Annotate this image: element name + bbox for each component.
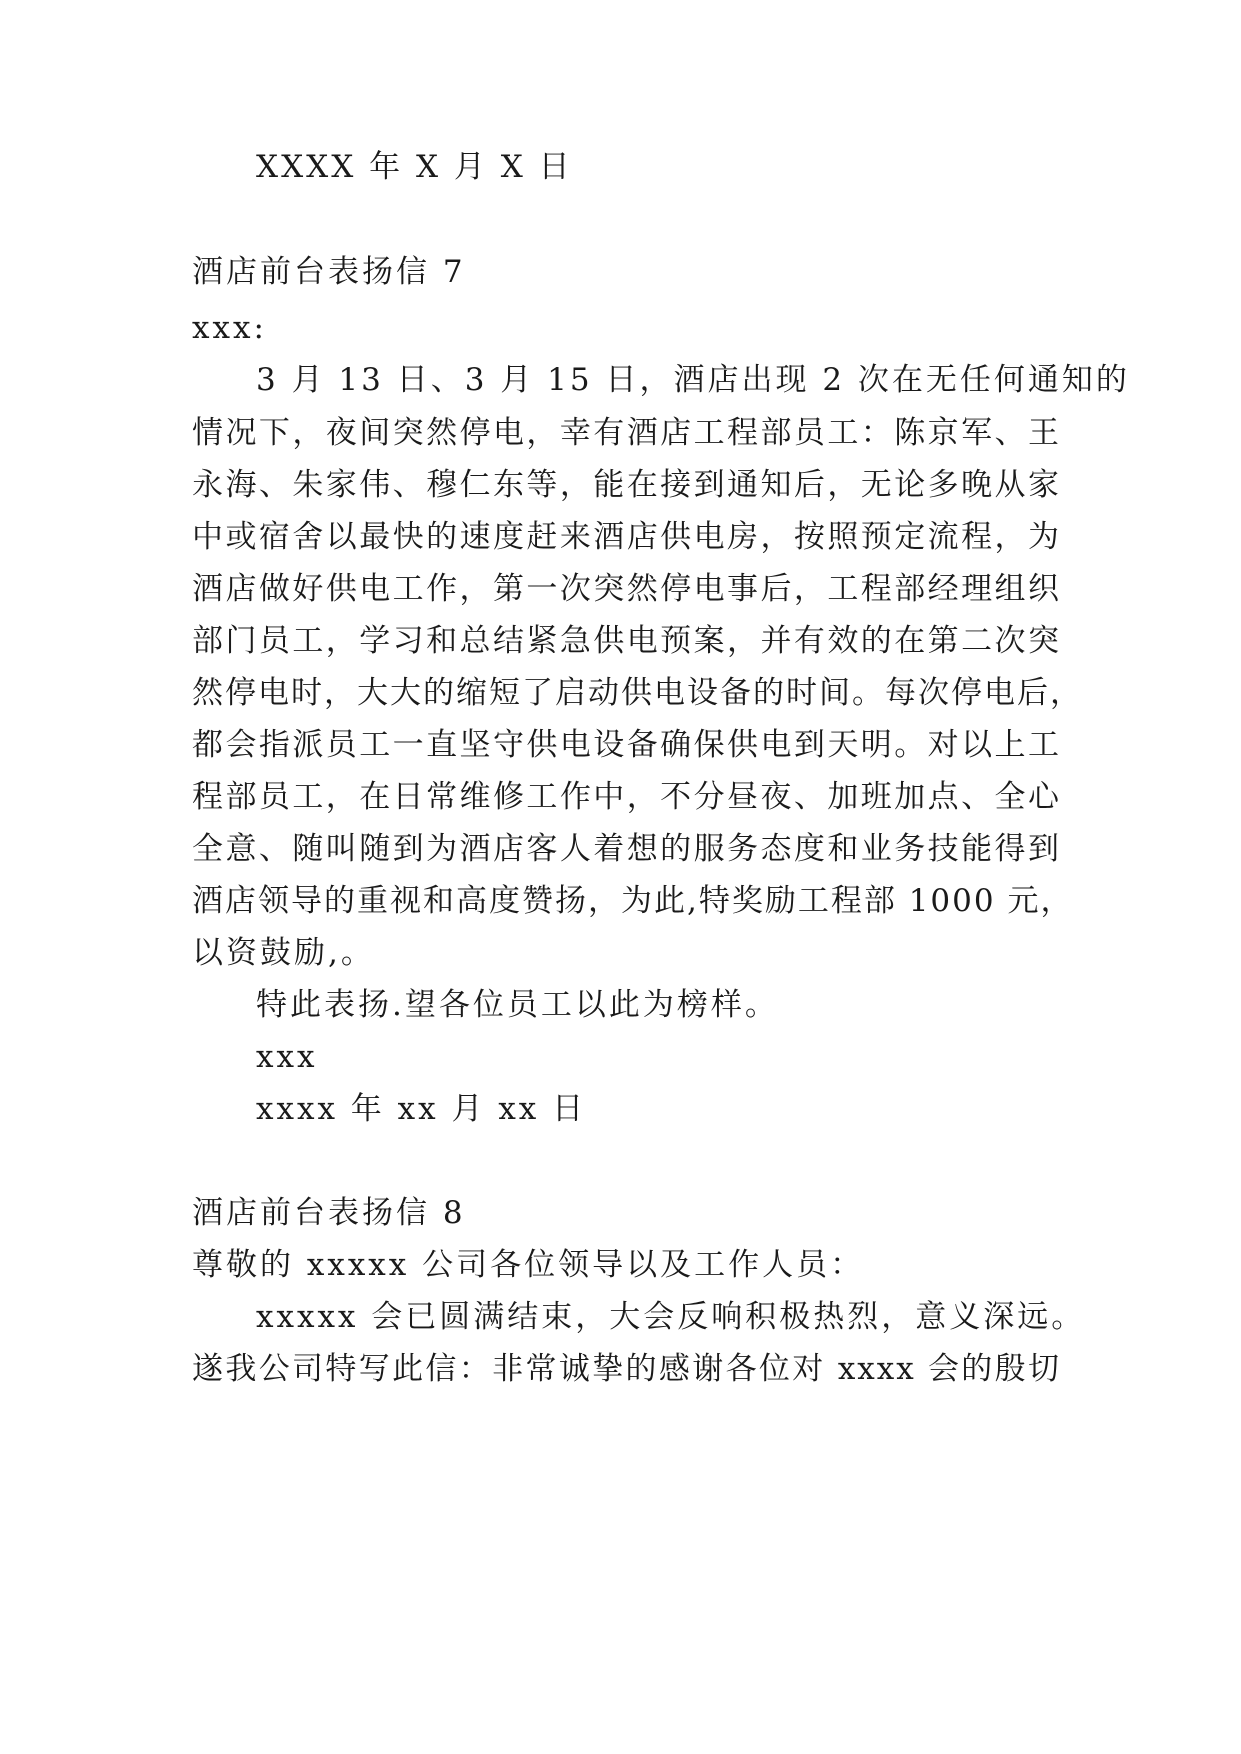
letter-7-signature: xxx — [256, 1039, 318, 1075]
letter-7-body-line: 情况下，夜间突然停电，幸有酒店工程部员工：陈京军、王 — [192, 415, 1061, 451]
letter-7-body-line: 部门员工，学习和总结紧急供电预案，并有效的在第二次突 — [192, 623, 1061, 659]
letter-7-title: 酒店前台表扬信 7 — [192, 254, 466, 290]
letter-8-body-line: xxxxx 会已圆满结束，大会反响积极热烈，意义深远。 — [256, 1299, 1086, 1335]
letter-7-body-line: 然停电时，大大的缩短了启动供电设备的时间。每次停电后， — [192, 675, 1083, 711]
letter-7-date: xxxx 年 xx 月 xx 日 — [256, 1091, 587, 1127]
letter-7-body-line: 都会指派员工一直坚守供电设备确保供电到天明。对以上工 — [192, 727, 1061, 763]
letter-7-body-line: 以资鼓励,。 — [192, 935, 375, 971]
letter-8-title: 酒店前台表扬信 8 — [192, 1195, 466, 1231]
letter-7-body-line: 中或宿舍以最快的速度赶来酒店供电房，按照预定流程，为 — [192, 519, 1061, 555]
letter-8-salutation: 尊敬的 xxxxx 公司各位领导以及工作人员： — [192, 1247, 865, 1283]
letter-7-body-line: 酒店领导的重视和高度赞扬，为此,特奖励工程部 1000 元， — [192, 883, 1074, 919]
letter-7-salutation: xxx: — [192, 310, 267, 346]
letter-7-closing: 特此表扬.望各位员工以此为榜样。 — [256, 987, 779, 1023]
date-line: XXXX 年 X 月 X 日 — [256, 149, 573, 185]
letter-7-body-line: 全意、随叫随到为酒店客人着想的服务态度和业务技能得到 — [192, 831, 1061, 867]
letter-7-body-line: 3 月 13 日、3 月 15 日，酒店出现 2 次在无任何通知的 — [256, 362, 1130, 398]
letter-7-body-line: 酒店做好供电工作，第一次突然停电事后，工程部经理组织 — [192, 571, 1061, 607]
letter-7-body-line: 永海、朱家伟、穆仁东等，能在接到通知后，无论多晚从家 — [192, 467, 1061, 503]
letter-8-body-line: 遂我公司特写此信：非常诚挚的感谢各位对 xxxx 会的殷切 — [192, 1351, 1061, 1387]
letter-7-body-line: 程部员工，在日常维修工作中，不分昼夜、加班加点、全心 — [192, 779, 1061, 815]
